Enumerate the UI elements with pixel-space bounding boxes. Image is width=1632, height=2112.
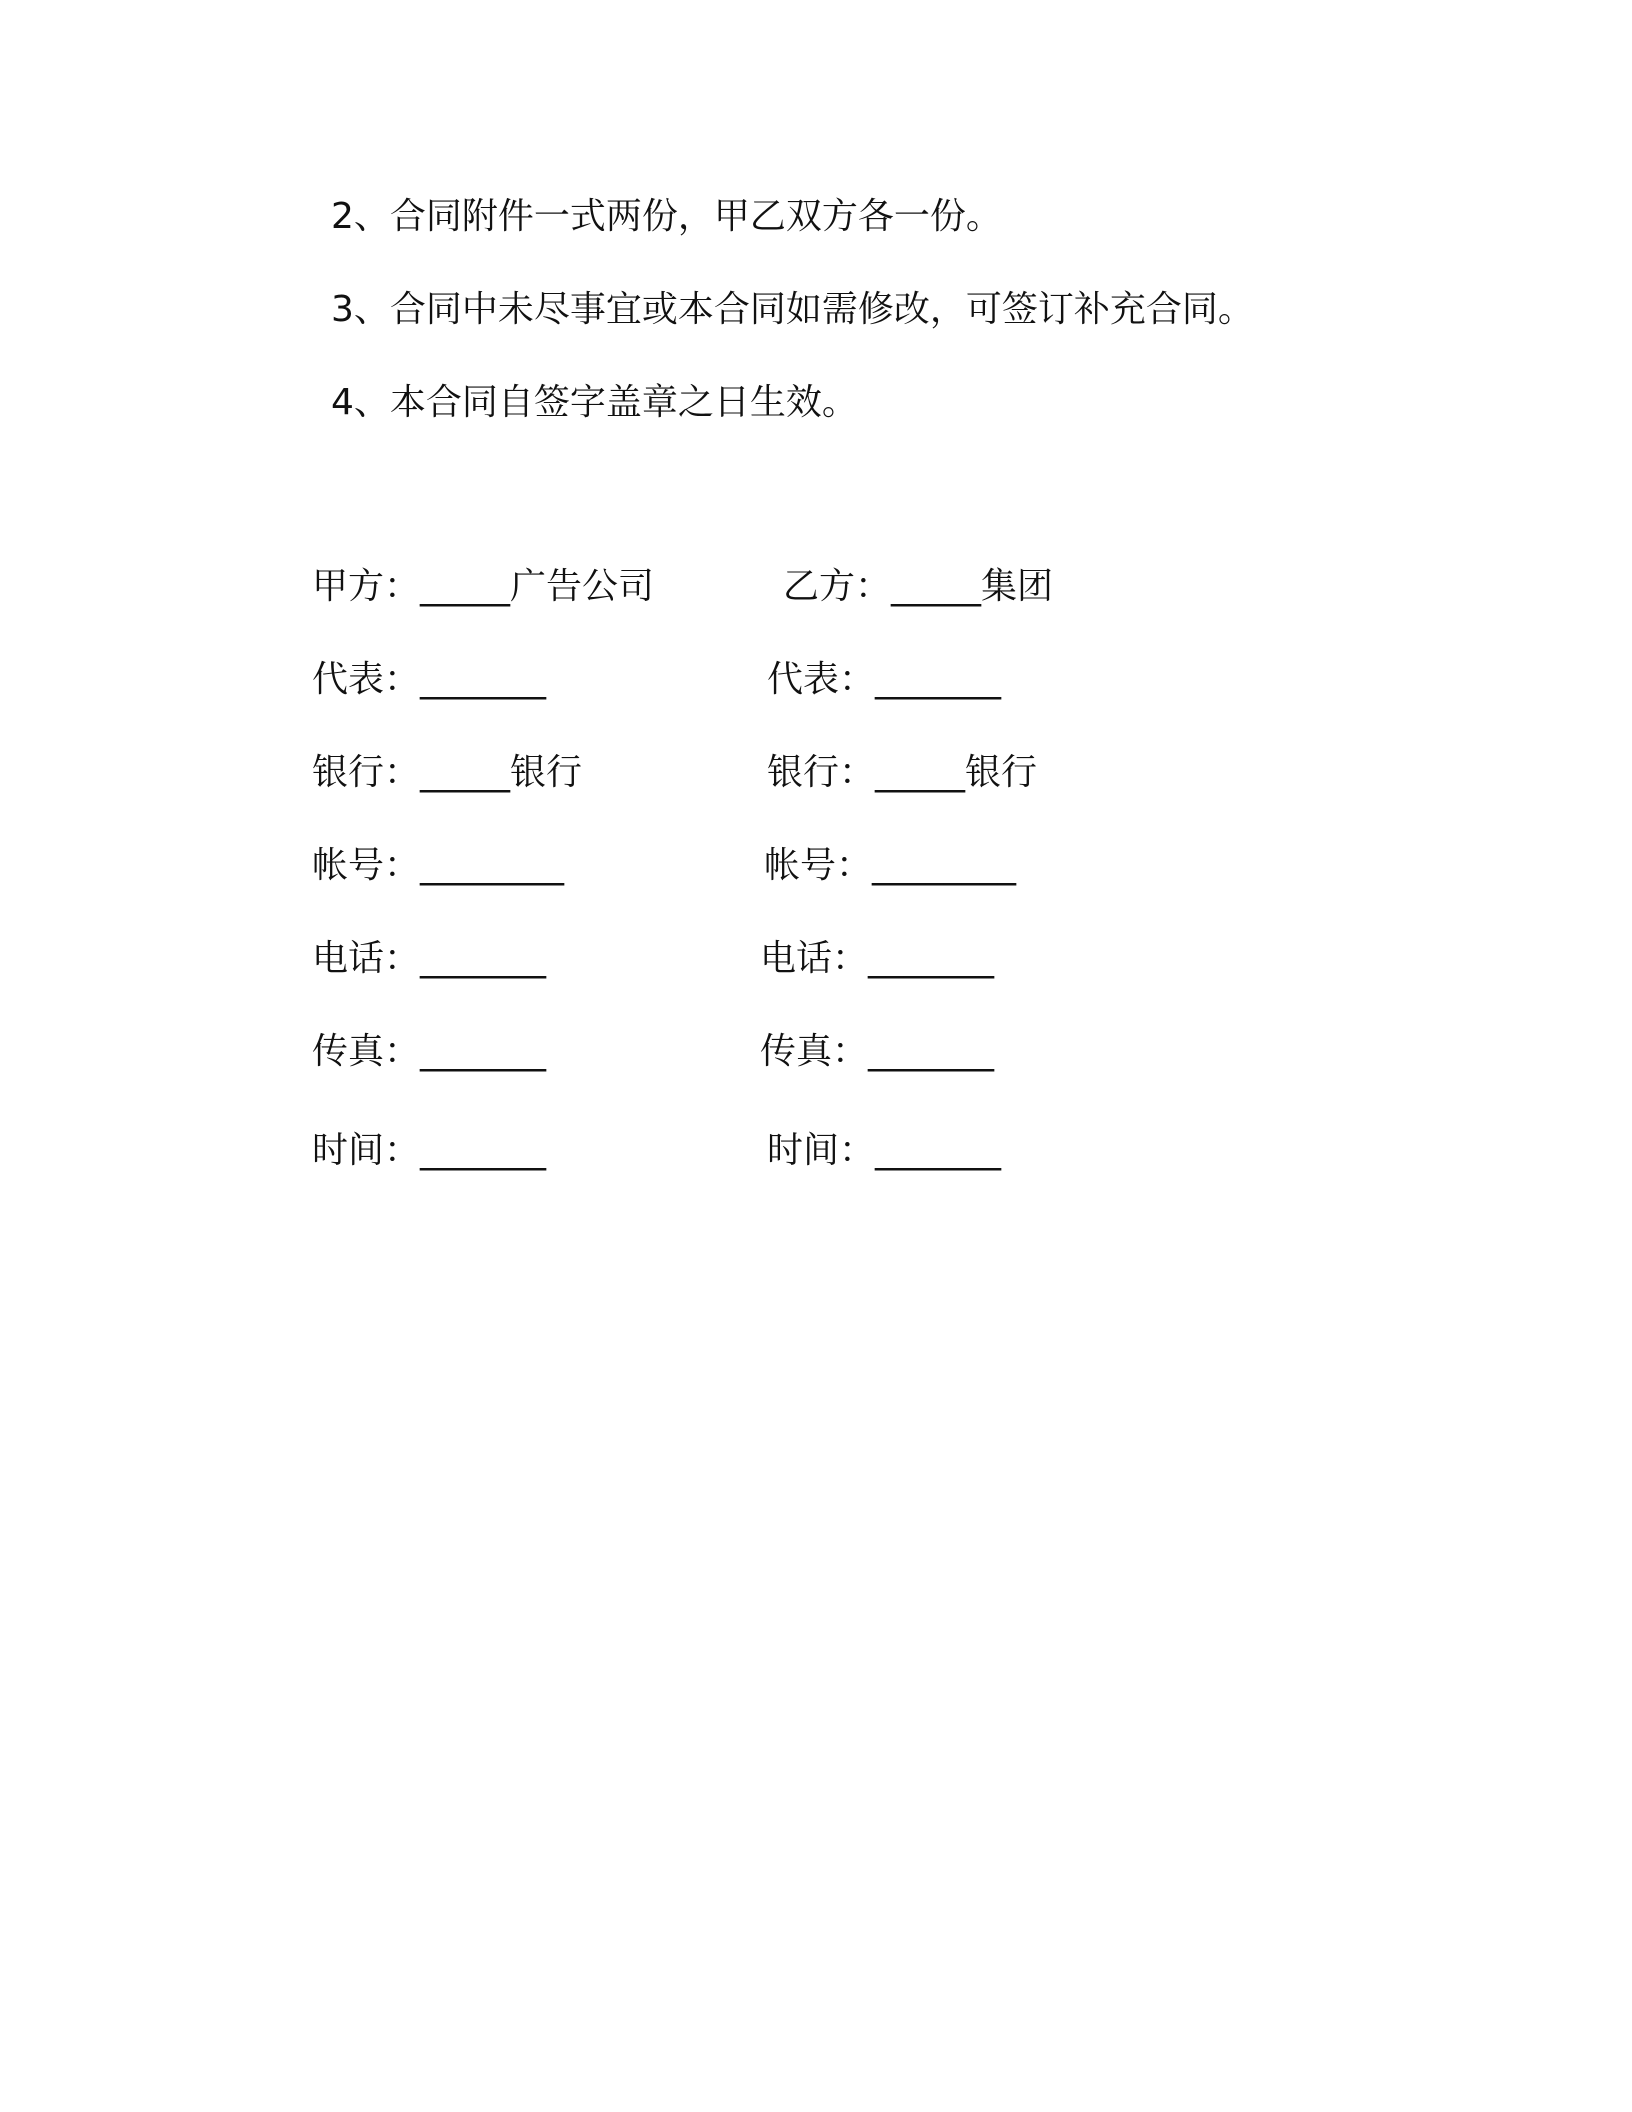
party-b-representative: 代表：_______ [767,659,1002,700]
party-a-representative: 代表：_______ [312,659,547,700]
party-a-name: 甲方：_____广告公司 [312,566,655,607]
party-b-name: 乙方：_____集团 [783,566,1054,607]
party-a-account: 帐号：________ [312,845,565,886]
party-b-bank: 银行：_____银行 [767,752,1038,793]
party-a-bank: 银行：_____银行 [312,752,583,793]
party-a-date: 时间：_______ [312,1130,547,1171]
party-a-fax: 传真：_______ [312,1031,547,1072]
party-a-phone: 电话：_______ [312,938,547,979]
party-b-account: 帐号：________ [764,845,1017,886]
clause-3: 3、合同中未尽事宜或本合同如需修改，可签订补充合同。 [331,289,1254,330]
party-b-phone: 电话：_______ [760,938,995,979]
party-b-fax: 传真：_______ [760,1031,995,1072]
party-b-date: 时间：_______ [767,1130,1002,1171]
clause-2: 2、合同附件一式两份，甲乙双方各一份。 [331,196,1002,237]
clause-4: 4、本合同自签字盖章之日生效。 [331,382,858,423]
